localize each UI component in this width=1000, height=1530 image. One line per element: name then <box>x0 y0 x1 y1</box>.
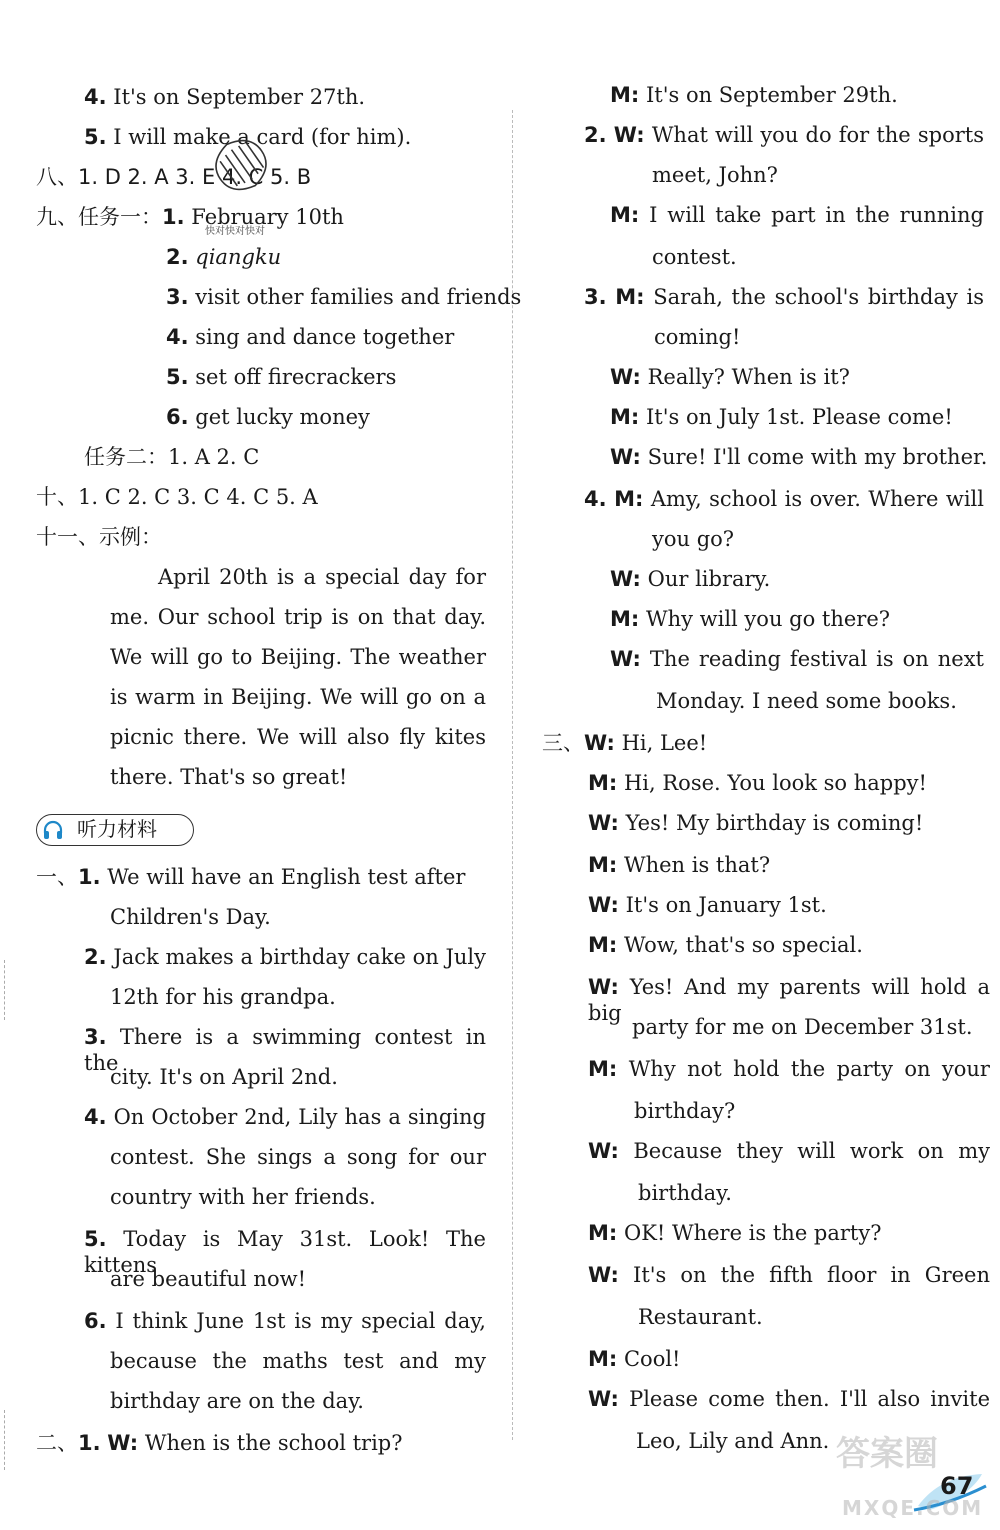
watermark-url: MXQE.COM <box>842 1496 984 1520</box>
binding-margin-mark <box>4 1410 9 1470</box>
answer-4: 4. It's on September 27th. <box>84 85 366 109</box>
dialogue-line: W: Really? When is it? <box>610 365 850 389</box>
dialogue-line: M: Hi, Rose. You look so happy! <box>588 771 927 795</box>
section-9-task1-1: 九、任务一：1. February 10th <box>36 205 344 229</box>
section-1-item-4: 4. On October 2nd, Lily has a singing <box>84 1105 486 1129</box>
task1-item-3: 3. visit other families and friends <box>166 285 522 309</box>
dialogue-line: M: Cool! <box>588 1347 681 1371</box>
dialogue-line: M: Wow, that's so special. <box>588 933 863 957</box>
dialogue-line: contest. <box>652 245 737 269</box>
binding-margin-mark <box>4 960 9 1020</box>
dialogue-line: W: The reading festival is on next <box>610 647 984 671</box>
essay-line: is warm in Beijing. We will go on a <box>110 685 486 709</box>
dialogue-line: M: OK! Where is the party? <box>588 1221 882 1245</box>
watermark-logo: 答案圈 <box>836 1434 938 1474</box>
task1-item-6: 6. get lucky money <box>166 405 370 429</box>
dialogue-line: M: When is that? <box>588 853 771 877</box>
item-line: birthday are on the day. <box>110 1389 364 1413</box>
listening-material-title: 听力材料 <box>77 817 157 841</box>
item-line: country with her friends. <box>110 1185 376 1209</box>
dialogue-line: meet, John? <box>652 163 778 187</box>
dialogue-line: W: Yes! And my parents will hold a big <box>588 975 990 1025</box>
answer-5: 5. I will make a card (for him). <box>84 125 412 149</box>
dialogue-line: M: It's on September 29th. <box>610 83 898 107</box>
section-3-line-1: 三、W: Hi, Lee! <box>542 731 708 755</box>
stamp-text: 快对快对快对 <box>205 226 265 237</box>
dialogue-line: M: It's on July 1st. Please come! <box>610 405 953 429</box>
item-line: Children's Day. <box>110 905 271 929</box>
dialogue-line: you go? <box>652 527 735 551</box>
dialogue-line: W: It's on the fifth floor in Green <box>588 1263 990 1287</box>
dialogue-line: M: Why not hold the party on your <box>588 1057 990 1081</box>
section-8: 八、1. D 2. A 3. E 4. C 5. B <box>36 165 312 189</box>
item-line: because the maths test and my <box>110 1349 486 1373</box>
section-1-item-1: 一、1. We will have an English test after <box>36 865 466 889</box>
dialogue-line: W: Yes! My birthday is coming! <box>588 811 924 835</box>
essay-line: there. That's so great! <box>110 765 348 789</box>
dialogue-line: party for me on December 31st. <box>632 1015 973 1039</box>
item-line: are beautiful now! <box>110 1267 307 1291</box>
dialogue-line: M: I will take part in the running <box>610 203 984 227</box>
dialogue-2-line-1: 2. W: What will you do for the sports <box>584 123 984 147</box>
quick-check-stamp-icon <box>196 120 286 210</box>
listening-material-heading <box>36 814 194 846</box>
section-10: 十、1. C 2. C 3. C 4. C 5. A <box>36 485 318 509</box>
dialogue-line: W: Because they will work on my <box>588 1139 990 1163</box>
essay-line: April 20th is a special day for <box>158 565 486 589</box>
headphones-icon <box>41 818 65 842</box>
essay-line: We will go to Beijing. The weather <box>110 645 486 669</box>
item-line: contest. She sings a song for our <box>110 1145 486 1169</box>
item-line: city. It's on April 2nd. <box>110 1065 338 1089</box>
essay-line: me. Our school trip is on that day. <box>110 605 486 629</box>
essay-line: picnic there. We will also fly kites <box>110 725 486 749</box>
dialogue-line: birthday? <box>634 1099 736 1123</box>
section-2-item-1: 二、1. W: When is the school trip? <box>36 1431 403 1455</box>
dialogue-line: Monday. I need some books. <box>656 689 957 713</box>
dialogue-line: birthday. <box>638 1181 732 1205</box>
section-9-task2: 任务二：1. A 2. C <box>84 445 260 469</box>
task1-item-2: 2. qiangku <box>166 245 282 269</box>
dialogue-line: W: Sure! I'll come with my brother. <box>610 445 988 469</box>
section-1-item-6: 6. I think June 1st is my special day, <box>84 1309 486 1333</box>
dialogue-4-line-1: 4. M: Amy, school is over. Where will <box>584 487 984 511</box>
dialogue-3-line-1: 3. M: Sarah, the school's birthday is <box>584 285 984 309</box>
section-11-label: 十一、示例： <box>36 525 162 549</box>
dialogue-line: W: It's on January 1st. <box>588 893 827 917</box>
dialogue-line: Leo, Lily and Ann. <box>636 1429 830 1453</box>
task1-item-4: 4. sing and dance together <box>166 325 455 349</box>
dialogue-line: Restaurant. <box>638 1305 763 1329</box>
task1-item-5: 5. set off firecrackers <box>166 365 397 389</box>
dialogue-line: W: Our library. <box>610 567 771 591</box>
dialogue-line: W: Please come then. I'll also invite <box>588 1387 990 1411</box>
section-1-item-5: 5. Today is May 31st. Look! The kittens <box>84 1227 486 1277</box>
item-line: 12th for his grandpa. <box>110 985 336 1009</box>
dialogue-line: coming! <box>654 325 741 349</box>
section-1-item-2: 2. Jack makes a birthday cake on July <box>84 945 486 969</box>
section-1-item-3: 3. There is a swimming contest in the <box>84 1025 486 1075</box>
page-number: 67 <box>940 1472 974 1500</box>
dialogue-line: M: Why will you go there? <box>610 607 891 631</box>
